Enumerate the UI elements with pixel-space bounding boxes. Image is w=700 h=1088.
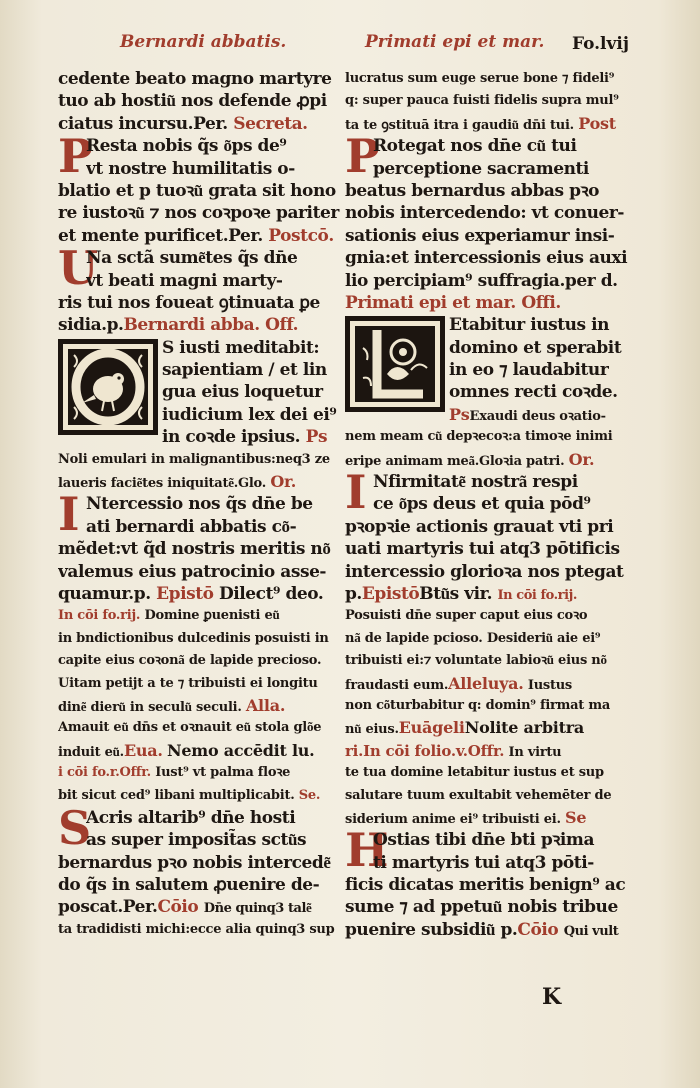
right-column — [345, 30, 635, 941]
paragraph-postcommunio — [345, 135, 635, 292]
text-line: perceptione sacramenti — [373, 158, 589, 179]
text-line: omnes recti coꝛde. — [449, 382, 618, 403]
text-line: valemus eius patrocinio asse- — [58, 561, 327, 582]
text-line: induit eu͂.Eua. Nemo accēdit lu. — [58, 740, 315, 760]
text-line: dine͂ dieru͂ in seculu͂ seculi. Alla. — [58, 695, 286, 715]
text-line: ti martyris tui atq3 pōti- — [373, 852, 594, 873]
text-line: uati martyris tui atq3 pōtificis — [345, 539, 620, 560]
text-line: Amauit eu͂ dn̄s et oꝛnauit eu͂ stola glo͂e — [58, 720, 322, 736]
initial-letter: S — [58, 806, 92, 855]
rubric-epistola: Epistō — [156, 583, 214, 604]
text-line: PsExaudi deus oꝛatio- — [449, 404, 606, 424]
rubric-communio: Cōio — [157, 897, 199, 918]
rubric-alleluia: Alla. — [245, 695, 286, 715]
text-line: domino et sperabit — [449, 337, 622, 358]
text-line: ta tradidisti michi:ecce alia quinq3 sup — [58, 921, 335, 937]
text-line: do q̃s in salutem ꝓuenire de- — [58, 875, 320, 896]
text-line: laueris facie͂tes iniquitate͂.Glo. Or. — [58, 472, 297, 492]
rubric-evangelium: Eua. — [123, 740, 163, 760]
paragraph-secreta-2 — [58, 807, 341, 919]
text-line: tuo ab hostiu͂ nos defende ꝓpi — [58, 91, 327, 112]
text-line: vt nostre humilitatis o- — [86, 158, 295, 179]
bird-icon — [60, 341, 156, 433]
paragraph-secreta — [58, 135, 341, 247]
rubric-epistola: Epistō — [361, 583, 420, 604]
text-line: iudicium lex dei ei⁹ — [162, 404, 337, 425]
rubric-postcommunio: Post — [578, 113, 616, 133]
text-line: Uitam petijt a te ⁊ tribuisti ei longitu — [58, 675, 318, 691]
left-running-header: Bernardi abbatis. — [120, 32, 287, 52]
text-line: blatio et p tuoꝛu͂ grata sit hono — [58, 180, 336, 201]
paragraph-oratio — [58, 493, 341, 605]
text-line: ta te ꝯstituā itra i gaudiu͂ dn̄i tui. Post — [345, 113, 616, 133]
rubric-postcommunio: Postcō. — [268, 225, 334, 246]
rubric-secreta: Se — [565, 807, 587, 827]
text-line: Resta nobis q̃s o͂ps de⁹ — [86, 136, 287, 157]
initial-letter: P — [58, 135, 93, 184]
text-line: gua eius loquetur — [162, 382, 323, 403]
woodcut-initial-foliage — [345, 316, 445, 412]
text-line: cedente beato magno martyre — [58, 69, 332, 89]
text-line: q: super pauca fuisti fidelis supra mul⁹ — [345, 93, 619, 109]
text-line: lio percipiam⁹ suffragia.per d. — [345, 270, 618, 291]
rubric-oratio: Or. — [270, 472, 297, 492]
text-line: et mente purificet.Per. Postcō. — [58, 225, 334, 246]
text-line: Etabitur iustus in — [449, 315, 610, 336]
text-line: In cōi fo.rij. Domine ꝑuenisti eu͂ — [58, 608, 280, 624]
rubric-psalm: Ps — [449, 404, 470, 424]
text-line: intercessio glorioꝛa nos ptegat — [345, 561, 624, 582]
rubric-secreta: Se. — [298, 787, 321, 803]
text-line: bernardus pꝛo nobis intercede͂ — [58, 852, 331, 873]
initial-letter: P — [345, 135, 380, 184]
text-line: ri.In cōi folio.v.Offr. In virtu — [345, 741, 562, 760]
text-line: in coꝛde ipsius. Ps — [162, 427, 328, 448]
text-line: Ntercessio nos q̃s dn̄e be — [86, 494, 313, 515]
text-line: salutare tuum exultabit vehemēter de — [345, 787, 612, 803]
right-running-header: Primati epi et mar. — [365, 32, 545, 52]
rubric-secreta: Secreta. — [233, 113, 308, 134]
text-line: Nfirmitate͂ nostra͂ respi — [373, 472, 578, 493]
foliage-icon — [347, 318, 443, 410]
rubric-communio: Cōio — [517, 919, 559, 940]
text-line: tribuisti ei:⁊ voluntate labioꝛu͂ eius no͂ — [345, 653, 607, 669]
text-line: bit sicut ced⁹ libani multiplicabit. Se. — [58, 787, 321, 803]
initial-letter: I — [58, 493, 80, 542]
text-line: ce o͂ps deus et quia pōd⁹ — [373, 494, 591, 515]
text-line: in eo ⁊ laudabitur — [449, 360, 609, 381]
text-line: p.EpistōBtu͂s vir. In cōi fo.rij. — [345, 583, 577, 604]
text-line: gnia:et intercessionis eius auxi — [345, 248, 628, 269]
paragraph-oratio — [345, 471, 635, 605]
text-line: Acris altarib⁹ dn̄e hosti — [86, 807, 296, 828]
rubric-offertorium: ri.In cōi folio.v.Offr. — [345, 741, 505, 760]
paragraph-secreta — [345, 829, 635, 941]
text-line: Posuisti dn̄e super caput eius coꝛo — [345, 608, 588, 624]
catchword: K — [542, 984, 562, 1010]
text-line: siderium anime ei⁹ tribuisti ei. Se — [345, 807, 587, 827]
rubric-officium: Bernardi abba. Off. — [123, 315, 299, 336]
left-column — [58, 30, 341, 941]
woodcut-initial-bird — [58, 339, 158, 435]
text-line: sume ⁊ ad ppetuu͂ nobis tribue — [345, 897, 618, 918]
text-line: ciatus incursu.Per. Secreta. — [58, 113, 308, 134]
text-line: nem meam cu͂ depꝛecoꝛ:a timoꝛe inimi — [345, 429, 613, 445]
text-line: eripe animam mea͂.Gloꝛia patri. Or. — [345, 449, 595, 469]
text-line: mẽdet:vt q̃d nostris meritis no͂ — [58, 539, 331, 560]
text-line: nu͂ eius.EuāgeliNolite arbitra — [345, 718, 585, 738]
text-line: lucratus sum euge serue bone ⁊ fideli⁹ — [345, 71, 615, 86]
text-line: ati bernardi abbatis co͂- — [86, 516, 297, 537]
text-line: na͂ de lapide pcioso. Desideriu͂ aie ei⁹ — [345, 630, 601, 646]
folio-number: Fo.lvij — [571, 34, 629, 54]
text-line: capite eius coꝛona͂ de lapide precioso. — [58, 653, 322, 669]
rubric-offertorium: i cōi fo.r.Offr. — [58, 765, 151, 781]
paragraph-postcommunio — [58, 247, 341, 337]
rubric-alleluia: Alleluya. — [448, 673, 524, 693]
text-line — [345, 292, 635, 314]
rubric-evangelium: Euāgeli — [398, 718, 465, 738]
rubric-in-communi: In cōi fo.rij. — [58, 608, 141, 624]
text-line: vt beati magni marty- — [86, 270, 283, 291]
text-line: S iusti meditabit: — [162, 337, 320, 358]
rubric-introitus: Primati epi et mar. Offi. — [345, 292, 561, 313]
initial-letter: H — [345, 829, 389, 878]
paragraph-introit — [345, 314, 635, 426]
text-line: i cōi fo.r.Offr. Iust⁹ vt palma floꝛe — [58, 765, 291, 781]
text-line: poscat.Per.Cōio Dn̄e quinq3 tale͂ — [58, 897, 312, 918]
text-line: sidia.p.Bernardi abba. Off. — [58, 315, 299, 336]
text-line: beatus bernardus abbas pꝛo — [345, 180, 600, 201]
text-line: Na sctã sume͂tes q̃s dn̄e — [86, 248, 298, 269]
text-line: Noli emulari in malignantibus:neq3 ze — [58, 451, 330, 467]
text-line: quamur.p. Epistō Dilect⁹ deo. — [58, 583, 324, 604]
text-line: ficis dicatas meritis benign⁹ ac — [345, 875, 626, 896]
text-line: nobis intercedendo: vt conuer- — [345, 203, 625, 224]
rubric-oratio: Or. — [568, 449, 595, 469]
text-line: ris tui nos foueat ꝯtinuata ꝑe — [58, 292, 320, 313]
text-line: fraudasti eum.Alleluya. Iustus — [345, 673, 572, 693]
text-line: sationis eius experiamur insi- — [345, 225, 615, 246]
text-line: te tua domine letabitur iustus et sup — [345, 765, 604, 781]
initial-letter: U — [58, 247, 99, 296]
paragraph-introit — [58, 337, 341, 449]
text-line: as super imposit̃as sctu͂s — [86, 830, 307, 851]
text-line: Ostias tibi dn̄e bti pꝛima — [373, 830, 595, 851]
text-line: sapientiam / et lin — [162, 360, 327, 381]
initial-letter: I — [345, 471, 367, 520]
text-line: pꝛopꝛie actionis grauat vti pri — [345, 516, 614, 537]
text-line: in bndictionibus dulcedinis posuisti in — [58, 630, 329, 646]
text-line: non co͂turbabitur q: domin⁹ firmat ma — [345, 697, 611, 713]
text-line: re iustoꝛu͂ ⁊ nos coꝛpoꝛe pariter — [58, 203, 339, 224]
rubric-in-communi: In cōi fo.rij. — [497, 587, 577, 603]
rubric-psalm: Ps — [305, 427, 328, 448]
text-line: puenire subsidiu͂ p.Cōio Qui vult — [345, 919, 619, 940]
text-line: Rotegat nos dn̄e cu͂ tui — [373, 136, 577, 157]
